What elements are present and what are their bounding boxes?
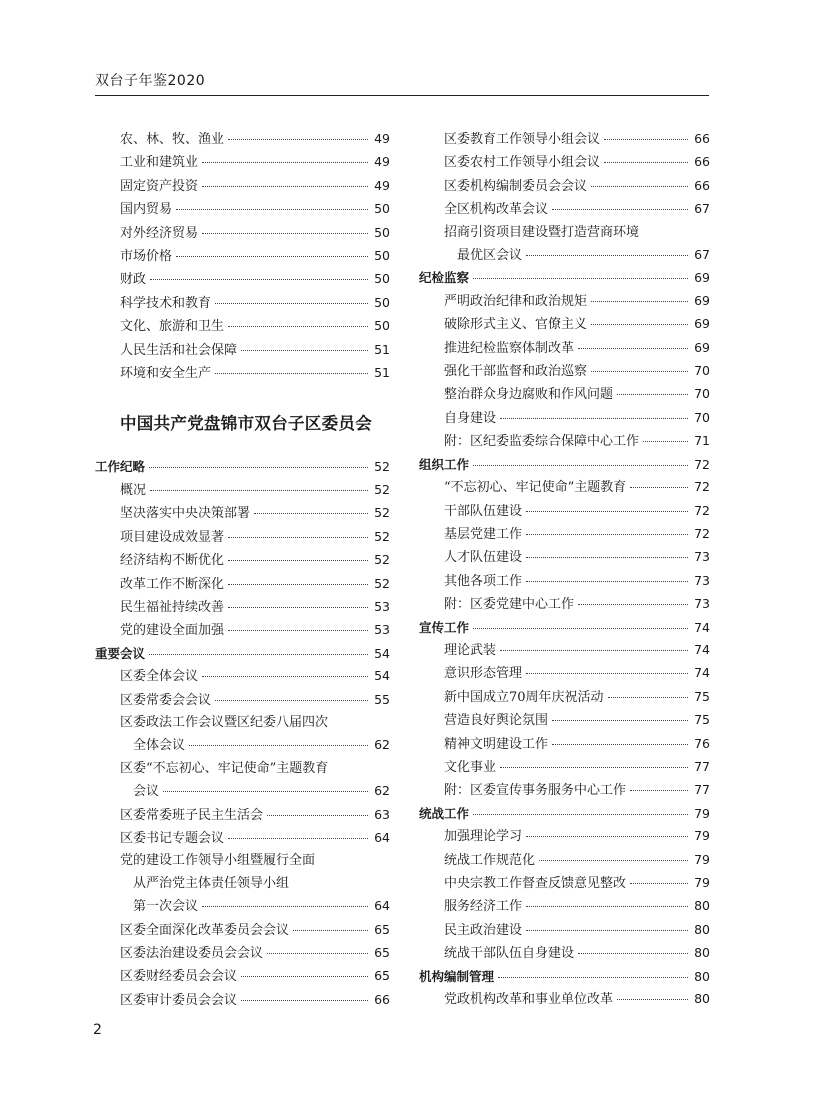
dot-leader	[228, 560, 368, 561]
toc-page-number: 49	[374, 154, 390, 170]
toc-page-number: 80	[694, 945, 710, 961]
toc-page-number: 51	[374, 341, 390, 357]
dot-leader	[526, 581, 688, 582]
toc-page-number: 55	[374, 691, 390, 707]
dot-leader	[202, 233, 368, 234]
toc-entry-label: 经济结构不断优化	[120, 553, 225, 569]
toc-page-number: 73	[694, 596, 710, 612]
dot-leader	[150, 279, 368, 280]
dot-leader	[176, 256, 368, 257]
toc-entry[interactable]	[419, 383, 710, 406]
toc-entry-jigou[interactable]	[419, 966, 710, 988]
toc-entry[interactable]	[95, 245, 390, 268]
toc-page-number: 80	[694, 921, 710, 937]
toc-entry[interactable]	[419, 175, 710, 198]
toc-page-number: 75	[694, 688, 710, 704]
dot-leader	[578, 604, 688, 605]
dot-leader	[293, 930, 368, 931]
toc-entry-xuanchuan[interactable]	[419, 617, 710, 639]
toc-entry-buwang-line1[interactable]: 区委“不忘初心、牢记使命”主题教育	[120, 760, 329, 776]
toc-entry[interactable]	[95, 479, 390, 502]
toc-entry-label: 严明政治纪律和政治规矩	[444, 293, 588, 309]
toc-entry-label: 附：区委宣传事务服务中心工作	[444, 783, 627, 799]
dot-leader	[228, 607, 368, 608]
toc-page-number: 66	[374, 991, 390, 1007]
toc-entry[interactable]	[95, 549, 390, 572]
toc-entry-label: 国内贸易	[120, 202, 173, 218]
dot-leader	[617, 999, 688, 1000]
toc-page-number: 67	[694, 201, 710, 217]
toc-entry[interactable]	[95, 222, 390, 245]
dot-leader	[591, 371, 688, 372]
toc-page-number: 65	[374, 945, 390, 960]
toc-page-number: 74	[694, 619, 710, 635]
toc-page-number: 49	[374, 131, 390, 146]
dot-leader	[591, 186, 688, 187]
toc-entry-label: 意识形态管理	[444, 666, 523, 682]
toc-entry[interactable]	[95, 965, 390, 988]
toc-page-number: 66	[694, 154, 710, 170]
dot-leader	[267, 953, 368, 954]
toc-entry-dangjian-line2[interactable]: 从严治党主体责任领导小组	[133, 875, 290, 891]
toc-page-number: 50	[374, 318, 390, 334]
toc-entry-label: 农、林、牧、渔业	[120, 132, 225, 147]
toc-page-number: 72	[694, 479, 710, 495]
dot-leader	[526, 511, 688, 512]
dot-leader	[473, 628, 688, 629]
page-number: 2	[93, 1022, 102, 1038]
toc-entry[interactable]	[95, 942, 390, 965]
dot-leader	[526, 534, 688, 535]
toc-entry[interactable]	[419, 825, 710, 848]
toc-entry-label: 文化事业	[444, 759, 497, 775]
dot-leader	[526, 255, 688, 256]
dot-leader	[202, 186, 368, 187]
toc-entry[interactable]	[419, 779, 710, 802]
toc-entry[interactable]	[419, 849, 710, 872]
toc-entry-label: 市场价格	[120, 249, 173, 265]
toc-entry-label: 全区机构改革会议	[444, 202, 549, 218]
toc-entry-label: 统战工作	[419, 805, 470, 821]
toc-entry[interactable]	[419, 662, 710, 685]
toc-page-number: 53	[374, 598, 390, 614]
toc-page-number: 64	[374, 898, 390, 914]
dot-leader	[228, 630, 368, 631]
toc-page-number: 72	[694, 502, 710, 518]
toc-page-number: 65	[374, 921, 390, 937]
toc-entry-label: 组织工作	[419, 456, 470, 472]
toc-entry[interactable]	[419, 313, 710, 336]
toc-entry[interactable]	[419, 198, 710, 221]
toc-page-number: 66	[694, 131, 710, 146]
toc-entry-label: 破除形式主义、官僚主义	[444, 317, 588, 333]
toc-page-number: 69	[694, 339, 710, 355]
toc-entry-label: 项目建设成效显著	[120, 529, 225, 545]
toc-entry[interactable]	[419, 872, 710, 895]
dot-leader	[215, 303, 368, 304]
toc-entry-label: “不忘初心、牢记使命”主题教育	[444, 480, 627, 496]
toc-entry-label: 强化干部监督和政治巡察	[444, 364, 588, 380]
toc-entry-label: 人民生活和社会保障	[120, 342, 238, 358]
toc-left-column	[95, 128, 390, 1012]
dot-leader	[552, 209, 688, 210]
toc-page-number: 62	[374, 737, 390, 753]
toc-entry-label: 区委常委会会议	[120, 692, 212, 708]
toc-group-statistics	[95, 128, 390, 385]
dot-leader	[526, 673, 688, 674]
header-rule	[95, 95, 709, 96]
dot-leader	[241, 350, 368, 351]
toc-entry-label: 人才队伍建设	[444, 550, 523, 566]
dot-leader	[500, 650, 688, 651]
running-header: 双台子年鉴2020	[95, 73, 206, 89]
toc-entry-label: 区委全体会议	[120, 669, 199, 685]
toc-page-number: 52	[374, 459, 390, 475]
dot-leader	[539, 860, 688, 861]
toc-entry-label: 区委常委班子民主生活会	[120, 807, 264, 823]
toc-page-number: 50	[374, 201, 390, 217]
toc-group-huiyi-a	[95, 665, 390, 712]
toc-group-zuzhi	[419, 476, 710, 616]
toc-entry[interactable]	[95, 526, 390, 549]
dot-leader	[228, 584, 368, 585]
toc-page-number: 69	[694, 316, 710, 332]
toc-entry-label: 重要会议	[95, 645, 146, 661]
toc-entry-label: 区委审计委员会会议	[120, 992, 238, 1008]
toc-page-number: 79	[694, 828, 710, 844]
toc-entry-label: 对外经济贸易	[120, 225, 199, 241]
toc-group-huiyi-b	[95, 804, 390, 851]
dot-leader	[591, 301, 688, 302]
toc-entry[interactable]	[419, 756, 710, 779]
toc-page-number: 71	[694, 433, 710, 449]
dot-leader	[228, 326, 368, 327]
toc-entry[interactable]	[95, 128, 390, 151]
toc-entry-label: 统战干部队伍自身建设	[444, 946, 575, 962]
toc-entry-label: 附：区委党建中心工作	[444, 597, 575, 613]
toc-entry[interactable]	[419, 476, 710, 499]
dot-leader	[643, 441, 688, 442]
section-title: 中国共产党盘锦市双台子区委员会	[120, 414, 372, 434]
toc-entry[interactable]	[419, 919, 710, 942]
toc-entry[interactable]	[419, 337, 710, 360]
toc-entry-label: 区委教育工作领导小组会议	[444, 132, 601, 147]
toc-entry-label: 推进纪检监察体制改革	[444, 340, 575, 356]
dot-leader	[608, 697, 688, 698]
toc-entry-label: 整治群众身边腐败和作风问题	[444, 387, 614, 403]
dot-leader	[630, 487, 688, 488]
dot-leader	[228, 838, 368, 839]
dot-leader	[591, 324, 688, 325]
toc-page-number: 74	[694, 665, 710, 681]
toc-entry[interactable]	[419, 360, 710, 383]
toc-entry[interactable]	[95, 989, 390, 1012]
toc-entry[interactable]	[95, 151, 390, 174]
toc-page-number: 54	[374, 645, 390, 661]
toc-entry[interactable]	[419, 523, 710, 546]
toc-entry[interactable]	[95, 827, 390, 850]
toc-entry-label: 干部队伍建设	[444, 503, 523, 519]
toc-entry[interactable]	[95, 315, 390, 338]
toc-page-number: 54	[374, 668, 390, 684]
dot-leader	[617, 394, 688, 395]
toc-page-number: 70	[694, 386, 710, 402]
dot-leader	[228, 537, 368, 538]
dot-leader	[500, 418, 688, 419]
toc-page-number: 77	[694, 782, 710, 798]
dot-leader	[578, 953, 688, 954]
toc-entry-dangjian-line1[interactable]: 党的建设工作领导小组暨履行全面	[120, 853, 316, 869]
dot-leader	[500, 767, 688, 768]
toc-entry[interactable]	[419, 500, 710, 523]
toc-entry[interactable]	[419, 128, 710, 151]
toc-entry[interactable]	[95, 919, 390, 942]
toc-page-number: 52	[374, 505, 390, 521]
toc-entry-label: 工业和建筑业	[120, 155, 199, 171]
toc-entry-label: 民主政治建设	[444, 922, 523, 938]
toc-page-number: 69	[694, 292, 710, 308]
toc-page-number: 51	[374, 365, 390, 381]
toc-page-number: 72	[694, 525, 710, 541]
toc-entry-label: 区委全面深化改革委员会会议	[120, 922, 290, 938]
toc-entry[interactable]	[95, 198, 390, 221]
toc-page-number: 64	[374, 829, 390, 845]
toc-page-number: 52	[374, 552, 390, 568]
toc-entry-label: 机构编制管理	[419, 968, 495, 984]
dot-leader	[526, 930, 688, 931]
toc-page-number: 50	[374, 294, 390, 310]
dot-leader	[498, 977, 688, 978]
dot-leader	[630, 790, 688, 791]
toc-entry[interactable]	[95, 596, 390, 619]
dot-leader	[215, 700, 368, 701]
dot-leader	[202, 906, 368, 907]
toc-entry-buwang-line2[interactable]	[95, 780, 390, 803]
toc-entry-label: 党的建设全面加强	[120, 623, 225, 639]
toc-page-number: 79	[694, 875, 710, 890]
dot-leader	[149, 654, 368, 655]
toc-entry-label: 区委农村工作领导小组会议	[444, 155, 601, 171]
toc-page-number: 62	[374, 783, 390, 799]
toc-page-number: 50	[374, 248, 390, 264]
toc-entry-label: 财政	[120, 272, 147, 288]
toc-page-number: 50	[374, 224, 390, 240]
toc-page-number: 79	[694, 805, 710, 821]
dot-leader	[473, 278, 688, 279]
toc-entry[interactable]	[419, 686, 710, 709]
dot-leader	[552, 744, 688, 745]
toc-entry[interactable]	[95, 292, 390, 315]
dot-leader	[604, 162, 688, 163]
toc-page-number: 52	[374, 481, 390, 497]
toc-page-number: 77	[694, 758, 710, 774]
toc-page-number: 74	[694, 641, 710, 657]
toc-entry[interactable]	[95, 175, 390, 198]
toc-entry-label: 文化、旅游和卫生	[120, 319, 225, 335]
toc-entry[interactable]	[419, 290, 710, 313]
toc-entry-label: 坚决落实中央决策部署	[120, 506, 251, 522]
toc-entry[interactable]	[95, 689, 390, 712]
toc-entry-label: 科学技术和教育	[120, 295, 212, 311]
toc-page-number: 70	[694, 363, 710, 379]
toc-entry-label: 党政机构改革和事业单位改革	[444, 992, 614, 1008]
toc-page-number: 80	[694, 991, 710, 1007]
toc-entry-zhaoshang-line2[interactable]	[419, 244, 710, 267]
toc-group-huiyi-c	[95, 919, 390, 1013]
toc-entry[interactable]	[95, 804, 390, 827]
toc-entry[interactable]	[419, 988, 710, 1011]
toc-group-right-top	[419, 128, 710, 222]
dot-leader	[149, 467, 368, 468]
toc-entry[interactable]	[419, 430, 710, 453]
toc-entry-label: 第一次会议	[133, 899, 199, 915]
dot-leader	[189, 745, 368, 746]
toc-entry-label: 纪检监察	[419, 270, 470, 286]
toc-page-number: 66	[694, 177, 710, 193]
dot-leader	[473, 465, 688, 466]
toc-page-number: 63	[374, 806, 390, 822]
toc-entry[interactable]	[419, 639, 710, 662]
dot-leader	[241, 1000, 368, 1001]
toc-entry-label: 其他各项工作	[444, 573, 523, 589]
toc-entry-label: 工作纪略	[95, 459, 146, 475]
toc-entry[interactable]	[419, 407, 710, 430]
toc-page-number: 73	[694, 572, 710, 588]
toc-entry-label: 理论武装	[444, 642, 497, 658]
toc-entry-label: 服务经济工作	[444, 899, 523, 915]
dot-leader	[228, 139, 368, 140]
toc-entry-label: 中央宗教工作督查反馈意见整改	[444, 876, 627, 891]
toc-group-jijian	[419, 290, 710, 454]
toc-entry-tongzhan[interactable]	[419, 803, 710, 825]
toc-group-gongzuo	[95, 479, 390, 643]
toc-entry-label: 区委法治建设委员会会议	[120, 946, 264, 961]
toc-entry-gongzuo[interactable]	[95, 456, 390, 478]
toc-group-jigou	[419, 988, 710, 1011]
dot-leader	[241, 976, 368, 977]
toc-entry-label: 固定资产投资	[120, 178, 199, 194]
dot-leader	[473, 814, 688, 815]
toc-entry-label: 改革工作不断深化	[120, 576, 225, 592]
toc-entry-label: 环境和安全生产	[120, 366, 212, 382]
toc-page-number: 73	[694, 549, 710, 565]
toc-entry-zhengfa-line1[interactable]: 区委政法工作会议暨区纪委八届四次	[120, 714, 329, 730]
toc-page-number: 52	[374, 528, 390, 544]
toc-page-number: 49	[374, 177, 390, 193]
toc-page-number: 79	[694, 851, 710, 867]
dot-leader	[202, 676, 368, 677]
toc-right-column	[419, 128, 710, 1011]
dot-leader	[526, 906, 688, 907]
toc-page-number: 50	[374, 271, 390, 287]
toc-entry-label: 全体会议	[133, 738, 186, 754]
dot-leader	[267, 815, 368, 816]
toc-entry-jijian[interactable]	[419, 267, 710, 289]
dot-leader	[254, 513, 368, 514]
toc-entry-huiyi[interactable]	[95, 643, 390, 665]
dot-leader	[215, 373, 368, 374]
toc-entry-zhaoshang-line1[interactable]: 招商引资项目建设暨打造营商环境	[444, 224, 640, 240]
toc-entry-label: 基层党建工作	[444, 526, 523, 542]
toc-page-number: 76	[694, 735, 710, 751]
toc-entry[interactable]	[419, 546, 710, 569]
dot-leader	[526, 836, 688, 837]
toc-entry-label: 概况	[120, 482, 147, 498]
toc-entry[interactable]	[419, 733, 710, 756]
toc-entry[interactable]	[95, 339, 390, 362]
dot-leader	[163, 791, 368, 792]
dot-leader	[176, 209, 368, 210]
toc-group-xuanchuan	[419, 639, 710, 803]
toc-entry-label: 统战工作规范化	[444, 852, 536, 868]
toc-entry[interactable]	[95, 573, 390, 596]
toc-entry[interactable]	[95, 619, 390, 642]
toc-page-number: 75	[694, 712, 710, 728]
toc-entry-label: 附：区纪委监委综合保障中心工作	[444, 434, 640, 450]
toc-entry[interactable]	[419, 895, 710, 918]
toc-entry-zuzhi[interactable]	[419, 454, 710, 476]
toc-entry-zhengfa-line2[interactable]	[95, 734, 390, 757]
toc-entry-label: 区委财经委员会会议	[120, 969, 238, 985]
toc-entry[interactable]	[419, 709, 710, 732]
toc-page-number: 69	[694, 270, 710, 286]
toc-page-number: 70	[694, 409, 710, 425]
toc-page-number: 67	[694, 247, 710, 263]
toc-group-tongzhan	[419, 825, 710, 965]
dot-leader	[150, 490, 368, 491]
toc-entry-label: 民生福祉持续改善	[120, 599, 225, 615]
toc-entry-label: 自身建设	[444, 410, 497, 426]
toc-entry-label: 营造良好舆论氛围	[444, 713, 549, 729]
toc-entry-label: 会议	[133, 784, 160, 800]
toc-entry-label: 精神文明建设工作	[444, 736, 549, 752]
toc-entry[interactable]	[95, 665, 390, 688]
dot-leader	[552, 720, 688, 721]
dot-leader	[630, 883, 688, 884]
toc-entry-label: 加强理论学习	[444, 829, 523, 845]
toc-entry-label: 宣传工作	[419, 619, 470, 635]
dot-leader	[202, 162, 368, 163]
dot-leader	[526, 557, 688, 558]
toc-entry[interactable]	[419, 942, 710, 965]
dot-leader	[604, 139, 688, 140]
toc-entry-label: 区委书记专题会议	[120, 830, 225, 846]
toc-entry[interactable]	[419, 151, 710, 174]
toc-entry[interactable]	[95, 268, 390, 291]
toc-entry[interactable]	[419, 593, 710, 616]
toc-page-number: 65	[374, 968, 390, 984]
toc-entry[interactable]	[419, 570, 710, 593]
toc-page-number: 80	[694, 898, 710, 914]
toc-entry[interactable]	[95, 362, 390, 385]
toc-entry-label: 区委机构编制委员会会议	[444, 178, 588, 194]
toc-page-number: 53	[374, 622, 390, 638]
toc-page-number: 72	[694, 456, 710, 472]
toc-entry[interactable]	[95, 502, 390, 525]
toc-page-number: 52	[374, 575, 390, 591]
dot-leader	[578, 348, 688, 349]
toc-entry-label: 新中国成立70周年庆祝活动	[444, 689, 604, 705]
toc-entry-dangjian-line3[interactable]	[95, 895, 390, 918]
toc-page-number: 80	[694, 968, 710, 984]
toc-entry-label: 最优区会议	[457, 248, 523, 264]
